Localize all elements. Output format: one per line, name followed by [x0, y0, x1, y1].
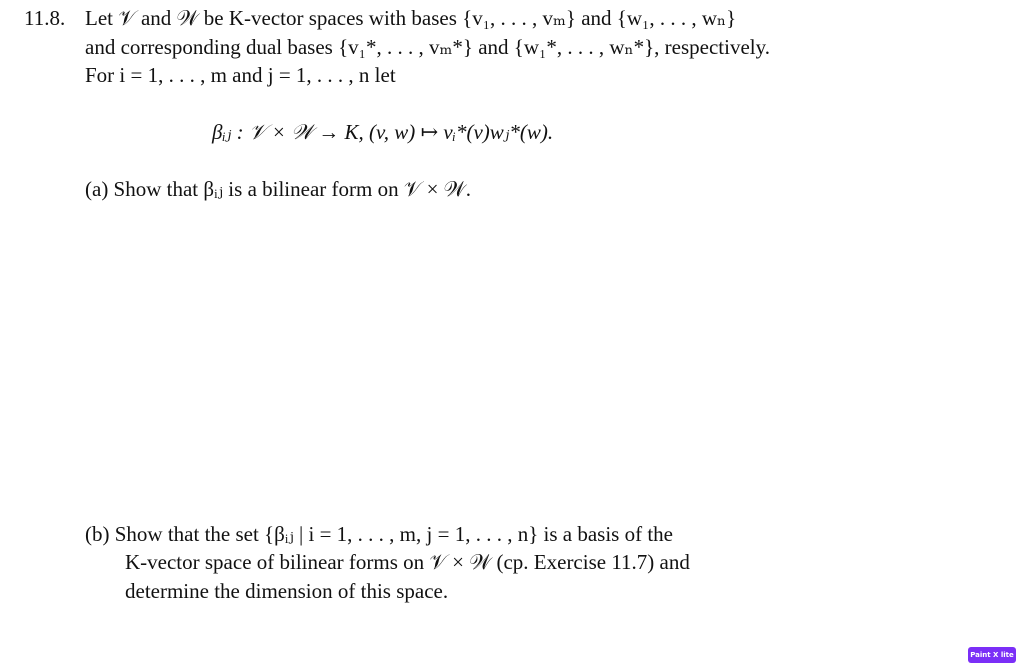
exercise-number: 11.8. [24, 6, 66, 30]
intro-line-1: Let 𝒱 and 𝒲 be K-vector spaces with bases {v₁, . . . , vₘ} and {w₁, . . . , wₙ} [85, 6, 737, 30]
intro-line-2: and corresponding dual bases {v₁*, . . . , vₘ*} and {w₁*, . . . , wₙ*}, respectively. [85, 35, 771, 59]
app-badge[interactable]: Paint X lite [968, 647, 1016, 663]
part-b-line-2: K-vector space of bilinear forms on 𝒱 × 𝒲 (cp. Exercise 11.7) and [125, 550, 690, 574]
part-b-line-3: determine the dimension of this space. [125, 579, 449, 603]
part-a: (a) Show that βᵢⱼ is a bilinear form on 𝒱 × 𝒲. [85, 177, 471, 201]
display-formula: βᵢⱼ : 𝒱 × 𝒲 → K, (v, w) ↦ vᵢ*(v)wⱼ*(w). [212, 120, 554, 144]
part-b-line-1: (b) Show that the set {βᵢⱼ | i = 1, . . . , m, j = 1, . . . , n} is a basis of the [85, 522, 673, 546]
intro-line-3: For i = 1, . . . , m and j = 1, . . . , n let [85, 63, 396, 87]
